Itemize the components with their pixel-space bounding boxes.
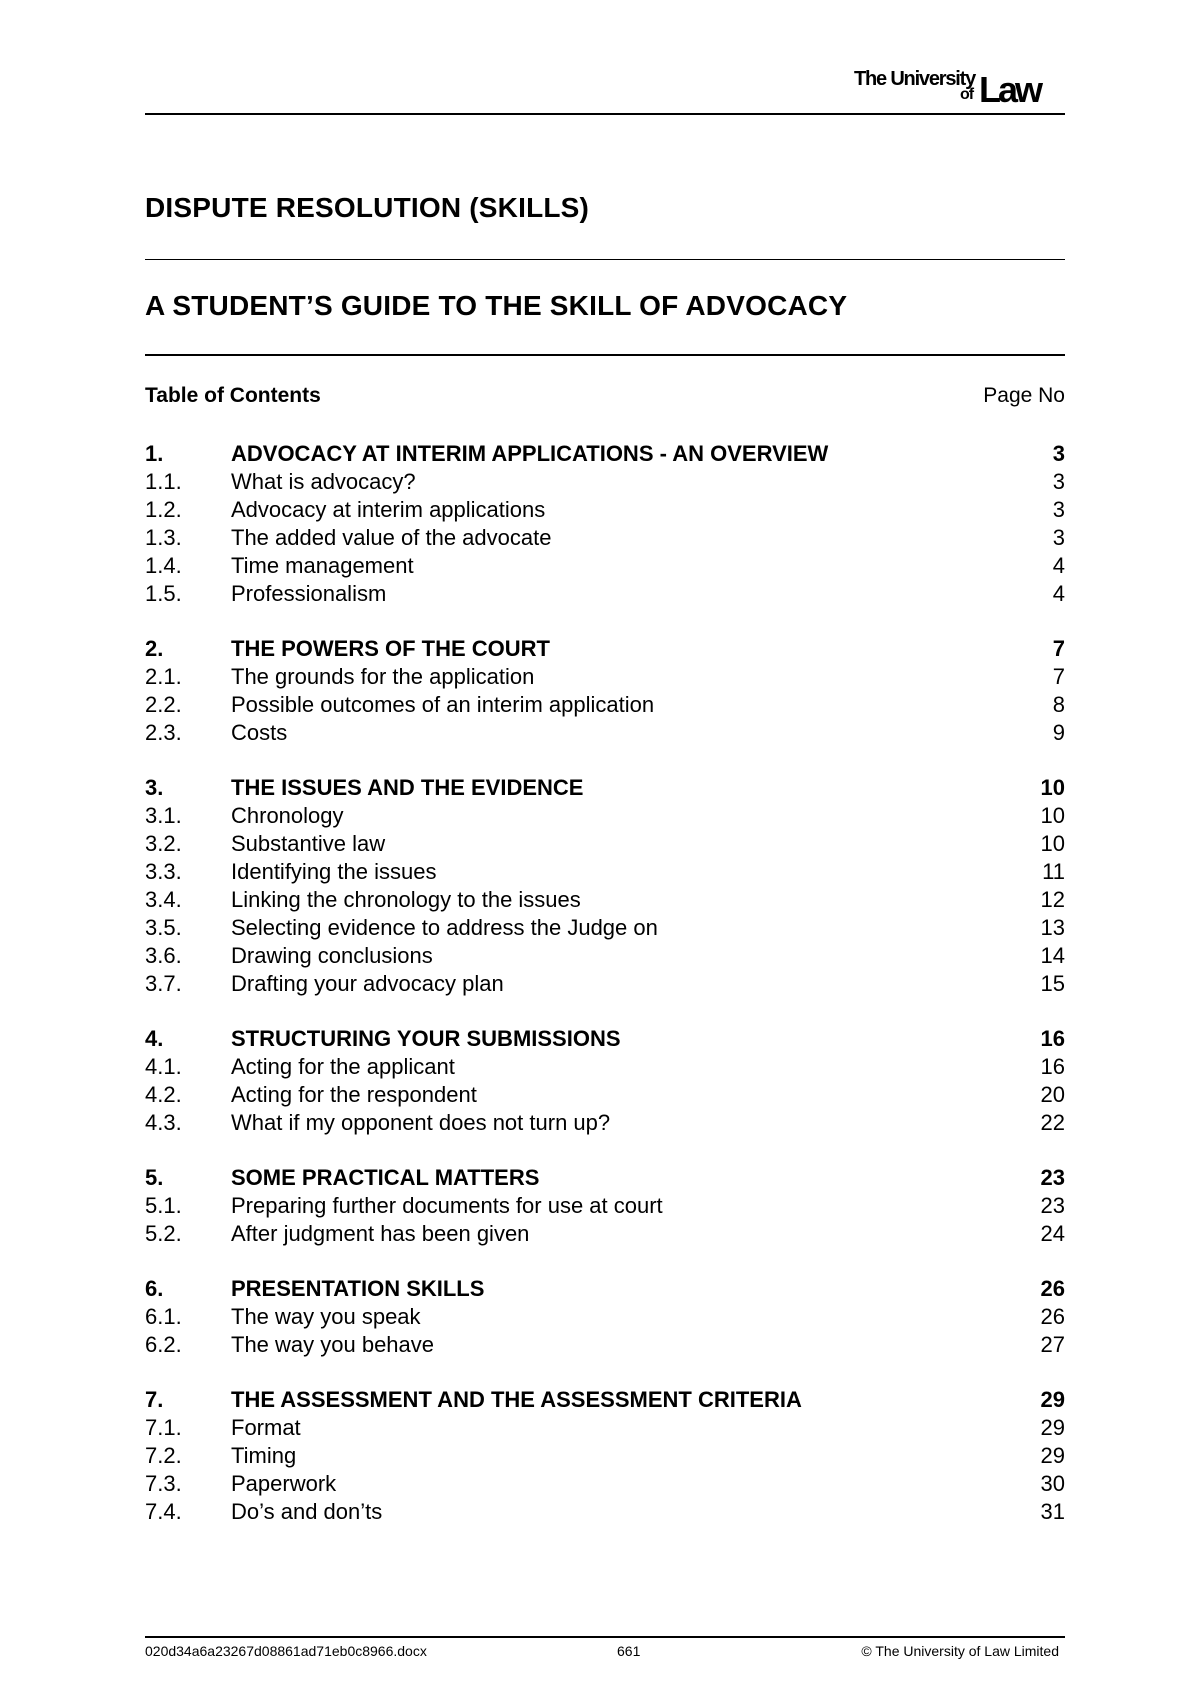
- toc-item-number: 3.6.: [145, 943, 182, 968]
- toc-section-page: 23: [1040, 1165, 1065, 1190]
- toc-item-page: 16: [1040, 1054, 1065, 1079]
- toc-section-number: 7.: [145, 1387, 164, 1412]
- toc-section-page: 3: [1052, 441, 1065, 466]
- toc-item-number: 7.2.: [145, 1443, 182, 1468]
- toc-item-page: 24: [1040, 1221, 1065, 1246]
- toc-item-page: 26: [1040, 1304, 1065, 1329]
- toc-item-title: Possible outcomes of an interim application: [231, 692, 655, 717]
- toc-item-number: 3.5.: [145, 915, 182, 940]
- toc-section-row: [145, 1275, 1065, 1303]
- toc-section: [145, 440, 1065, 608]
- toc-section-number: 5.: [145, 1165, 164, 1190]
- toc-section-title: THE POWERS OF THE COURT: [231, 636, 550, 661]
- toc-item-title: Time management: [231, 553, 414, 578]
- toc-heading: Table of Contents: [145, 384, 321, 407]
- toc-item-page: 3: [1052, 469, 1065, 494]
- document-title: DISPUTE RESOLUTION (SKILLS): [145, 192, 590, 223]
- toc-item-row: [145, 970, 1065, 998]
- toc-item-page: 15: [1040, 971, 1065, 996]
- toc-item-page: 20: [1040, 1082, 1065, 1107]
- toc-item-row: [145, 1081, 1065, 1109]
- toc-item-title: The way you speak: [231, 1304, 421, 1329]
- footer-filename: 020d34a6a23267d08861ad71eb0c8966.docx: [145, 1643, 427, 1659]
- toc-item-title: Do’s and don’ts: [231, 1499, 383, 1524]
- toc-item-title: The way you behave: [231, 1332, 435, 1357]
- toc-item-title: After judgment has been given: [231, 1221, 530, 1246]
- toc-item-title: Paperwork: [231, 1471, 337, 1496]
- toc-item-page: 4: [1052, 581, 1065, 606]
- toc-item-number: 4.2.: [145, 1082, 182, 1107]
- toc-item-row: [145, 886, 1065, 914]
- toc-item-page: 29: [1040, 1443, 1065, 1468]
- university-logo: [854, 64, 1064, 108]
- toc-section-row: [145, 440, 1065, 468]
- toc-item-page: 7: [1052, 664, 1065, 689]
- toc-item-number: 1.3.: [145, 525, 182, 550]
- toc-item-number: 6.1.: [145, 1304, 182, 1329]
- toc-item-title: What is advocacy?: [231, 469, 416, 494]
- toc-item-title: What if my opponent does not turn up?: [231, 1110, 611, 1135]
- toc-section-title: THE ASSESSMENT AND THE ASSESSMENT CRITERIA: [231, 1387, 802, 1412]
- toc-item-title: Acting for the applicant: [231, 1054, 455, 1079]
- toc-item-number: 7.4.: [145, 1499, 182, 1524]
- toc-item-number: 7.1.: [145, 1415, 182, 1440]
- footer-rule: [145, 1636, 1065, 1638]
- toc-item-title: The grounds for the application: [231, 664, 535, 689]
- toc-section-title: ADVOCACY AT INTERIM APPLICATIONS - AN OVERVIEW: [231, 441, 829, 466]
- title-rule: [145, 259, 1065, 260]
- toc-item-row: [145, 914, 1065, 942]
- toc-item-title: The added value of the advocate: [231, 525, 552, 550]
- toc-section: [145, 1164, 1065, 1248]
- toc-item-row: [145, 719, 1065, 747]
- toc-section-title: THE ISSUES AND THE EVIDENCE: [231, 775, 584, 800]
- page-footer: [145, 1643, 1065, 1663]
- toc-item-page: 10: [1040, 831, 1065, 856]
- toc-item-number: 3.4.: [145, 887, 182, 912]
- toc-item-number: 5.2.: [145, 1221, 182, 1246]
- toc-item-number: 6.2.: [145, 1332, 182, 1357]
- toc-section-number: 2.: [145, 636, 164, 661]
- toc-item-page: 12: [1040, 887, 1065, 912]
- toc-item-title: Identifying the issues: [231, 859, 437, 884]
- toc-item-title: Professionalism: [231, 581, 387, 606]
- logo-text-law: Law: [979, 69, 1041, 110]
- toc-item-row: [145, 1220, 1065, 1248]
- toc-item-title: Acting for the respondent: [231, 1082, 477, 1107]
- toc-item-title: Selecting evidence to address the Judge on: [231, 915, 658, 940]
- footer-page-number: 661: [617, 1643, 641, 1659]
- toc-section-title: SOME PRACTICAL MATTERS: [231, 1165, 540, 1190]
- toc-section-row: [145, 774, 1065, 802]
- toc-item-number: 3.1.: [145, 803, 182, 828]
- toc-item-page: 31: [1040, 1499, 1065, 1524]
- toc-section: [145, 635, 1065, 747]
- toc-item-page: 9: [1052, 720, 1065, 745]
- toc-item-page: 22: [1040, 1110, 1065, 1135]
- toc-section-page: 26: [1040, 1276, 1065, 1301]
- toc-item-page: 3: [1052, 525, 1065, 550]
- toc-item-row: [145, 552, 1065, 580]
- toc-item-page: 3: [1052, 497, 1065, 522]
- toc-item-page: 4: [1052, 553, 1065, 578]
- toc-item-title: Preparing further documents for use at court: [231, 1193, 663, 1218]
- subtitle-rule: [145, 354, 1065, 356]
- toc-item-page: 27: [1040, 1332, 1065, 1357]
- toc-item-row: [145, 580, 1065, 608]
- toc-item-title: Chronology: [231, 803, 344, 828]
- toc-section-page: 29: [1040, 1387, 1065, 1412]
- toc-item-row: [145, 663, 1065, 691]
- toc-header: [145, 384, 1065, 412]
- toc-item-row: [145, 1414, 1065, 1442]
- toc-item-number: 1.1.: [145, 469, 182, 494]
- toc-section-title: STRUCTURING YOUR SUBMISSIONS: [231, 1026, 621, 1051]
- toc-item-number: 1.4.: [145, 553, 182, 578]
- toc-section-number: 1.: [145, 441, 164, 466]
- toc-item-title: Substantive law: [231, 831, 386, 856]
- toc-section-row: [145, 1164, 1065, 1192]
- toc-item-title: Format: [231, 1415, 301, 1440]
- toc-item-row: [145, 1442, 1065, 1470]
- logo-text-of: of: [960, 86, 974, 103]
- toc-section-row: [145, 635, 1065, 663]
- toc-section: [145, 1025, 1065, 1137]
- toc-section-number: 6.: [145, 1276, 164, 1301]
- toc-section-page: 16: [1040, 1026, 1065, 1051]
- toc-item-title: Advocacy at interim applications: [231, 497, 546, 522]
- toc-item-row: [145, 1109, 1065, 1137]
- toc-section: [145, 1275, 1065, 1359]
- toc-page-heading: Page No: [983, 384, 1065, 407]
- toc-item-row: [145, 691, 1065, 719]
- toc-item-number: 3.2.: [145, 831, 182, 856]
- footer-copyright: © The University of Law Limited: [861, 1643, 1059, 1659]
- toc-item-number: 4.3.: [145, 1110, 182, 1135]
- toc-item-page: 10: [1040, 803, 1065, 828]
- toc-item-title: Linking the chronology to the issues: [231, 887, 581, 912]
- toc-item-row: [145, 1303, 1065, 1331]
- toc-item-row: [145, 1331, 1065, 1359]
- toc-item-number: 5.1.: [145, 1193, 182, 1218]
- toc-item-page: 11: [1042, 859, 1065, 884]
- toc-item-row: [145, 1470, 1065, 1498]
- toc-item-row: [145, 496, 1065, 524]
- toc-item-row: [145, 858, 1065, 886]
- table-of-contents: [145, 440, 1065, 1553]
- toc-item-row: [145, 830, 1065, 858]
- toc-item-row: [145, 1192, 1065, 1220]
- toc-item-page: 23: [1040, 1193, 1065, 1218]
- toc-item-row: [145, 1498, 1065, 1526]
- toc-section-row: [145, 1386, 1065, 1414]
- toc-item-number: 3.3.: [145, 859, 182, 884]
- toc-section-title: PRESENTATION SKILLS: [231, 1276, 485, 1301]
- toc-item-number: 2.3.: [145, 720, 182, 745]
- toc-section: [145, 774, 1065, 998]
- toc-item-page: 29: [1040, 1415, 1065, 1440]
- toc-section: [145, 1386, 1065, 1526]
- toc-section-row: [145, 1025, 1065, 1053]
- toc-item-title: Drawing conclusions: [231, 943, 433, 968]
- toc-item-row: [145, 1053, 1065, 1081]
- toc-item-row: [145, 942, 1065, 970]
- toc-section-page: 7: [1052, 636, 1065, 661]
- logo-text-the-university: The University: [854, 68, 976, 90]
- document-subtitle: A STUDENT’S GUIDE TO THE SKILL OF ADVOCACY: [145, 290, 848, 321]
- toc-section-page: 10: [1040, 775, 1065, 800]
- toc-item-title: Drafting your advocacy plan: [231, 971, 504, 996]
- toc-item-page: 30: [1040, 1471, 1065, 1496]
- toc-item-page: 14: [1040, 943, 1065, 968]
- toc-item-number: 7.3.: [145, 1471, 182, 1496]
- toc-section-number: 3.: [145, 775, 164, 800]
- toc-section-number: 4.: [145, 1026, 164, 1051]
- toc-item-row: [145, 524, 1065, 552]
- toc-item-number: 1.2.: [145, 497, 182, 522]
- toc-item-number: 2.1.: [145, 664, 182, 689]
- toc-item-number: 2.2.: [145, 692, 182, 717]
- toc-item-title: Costs: [231, 720, 288, 745]
- toc-item-page: 8: [1052, 692, 1065, 717]
- toc-item-number: 4.1.: [145, 1054, 182, 1079]
- toc-item-number: 1.5.: [145, 581, 182, 606]
- toc-item-row: [145, 468, 1065, 496]
- toc-item-row: [145, 802, 1065, 830]
- header-rule: [145, 113, 1065, 115]
- toc-item-number: 3.7.: [145, 971, 182, 996]
- toc-item-page: 13: [1040, 915, 1065, 940]
- toc-item-title: Timing: [231, 1443, 297, 1468]
